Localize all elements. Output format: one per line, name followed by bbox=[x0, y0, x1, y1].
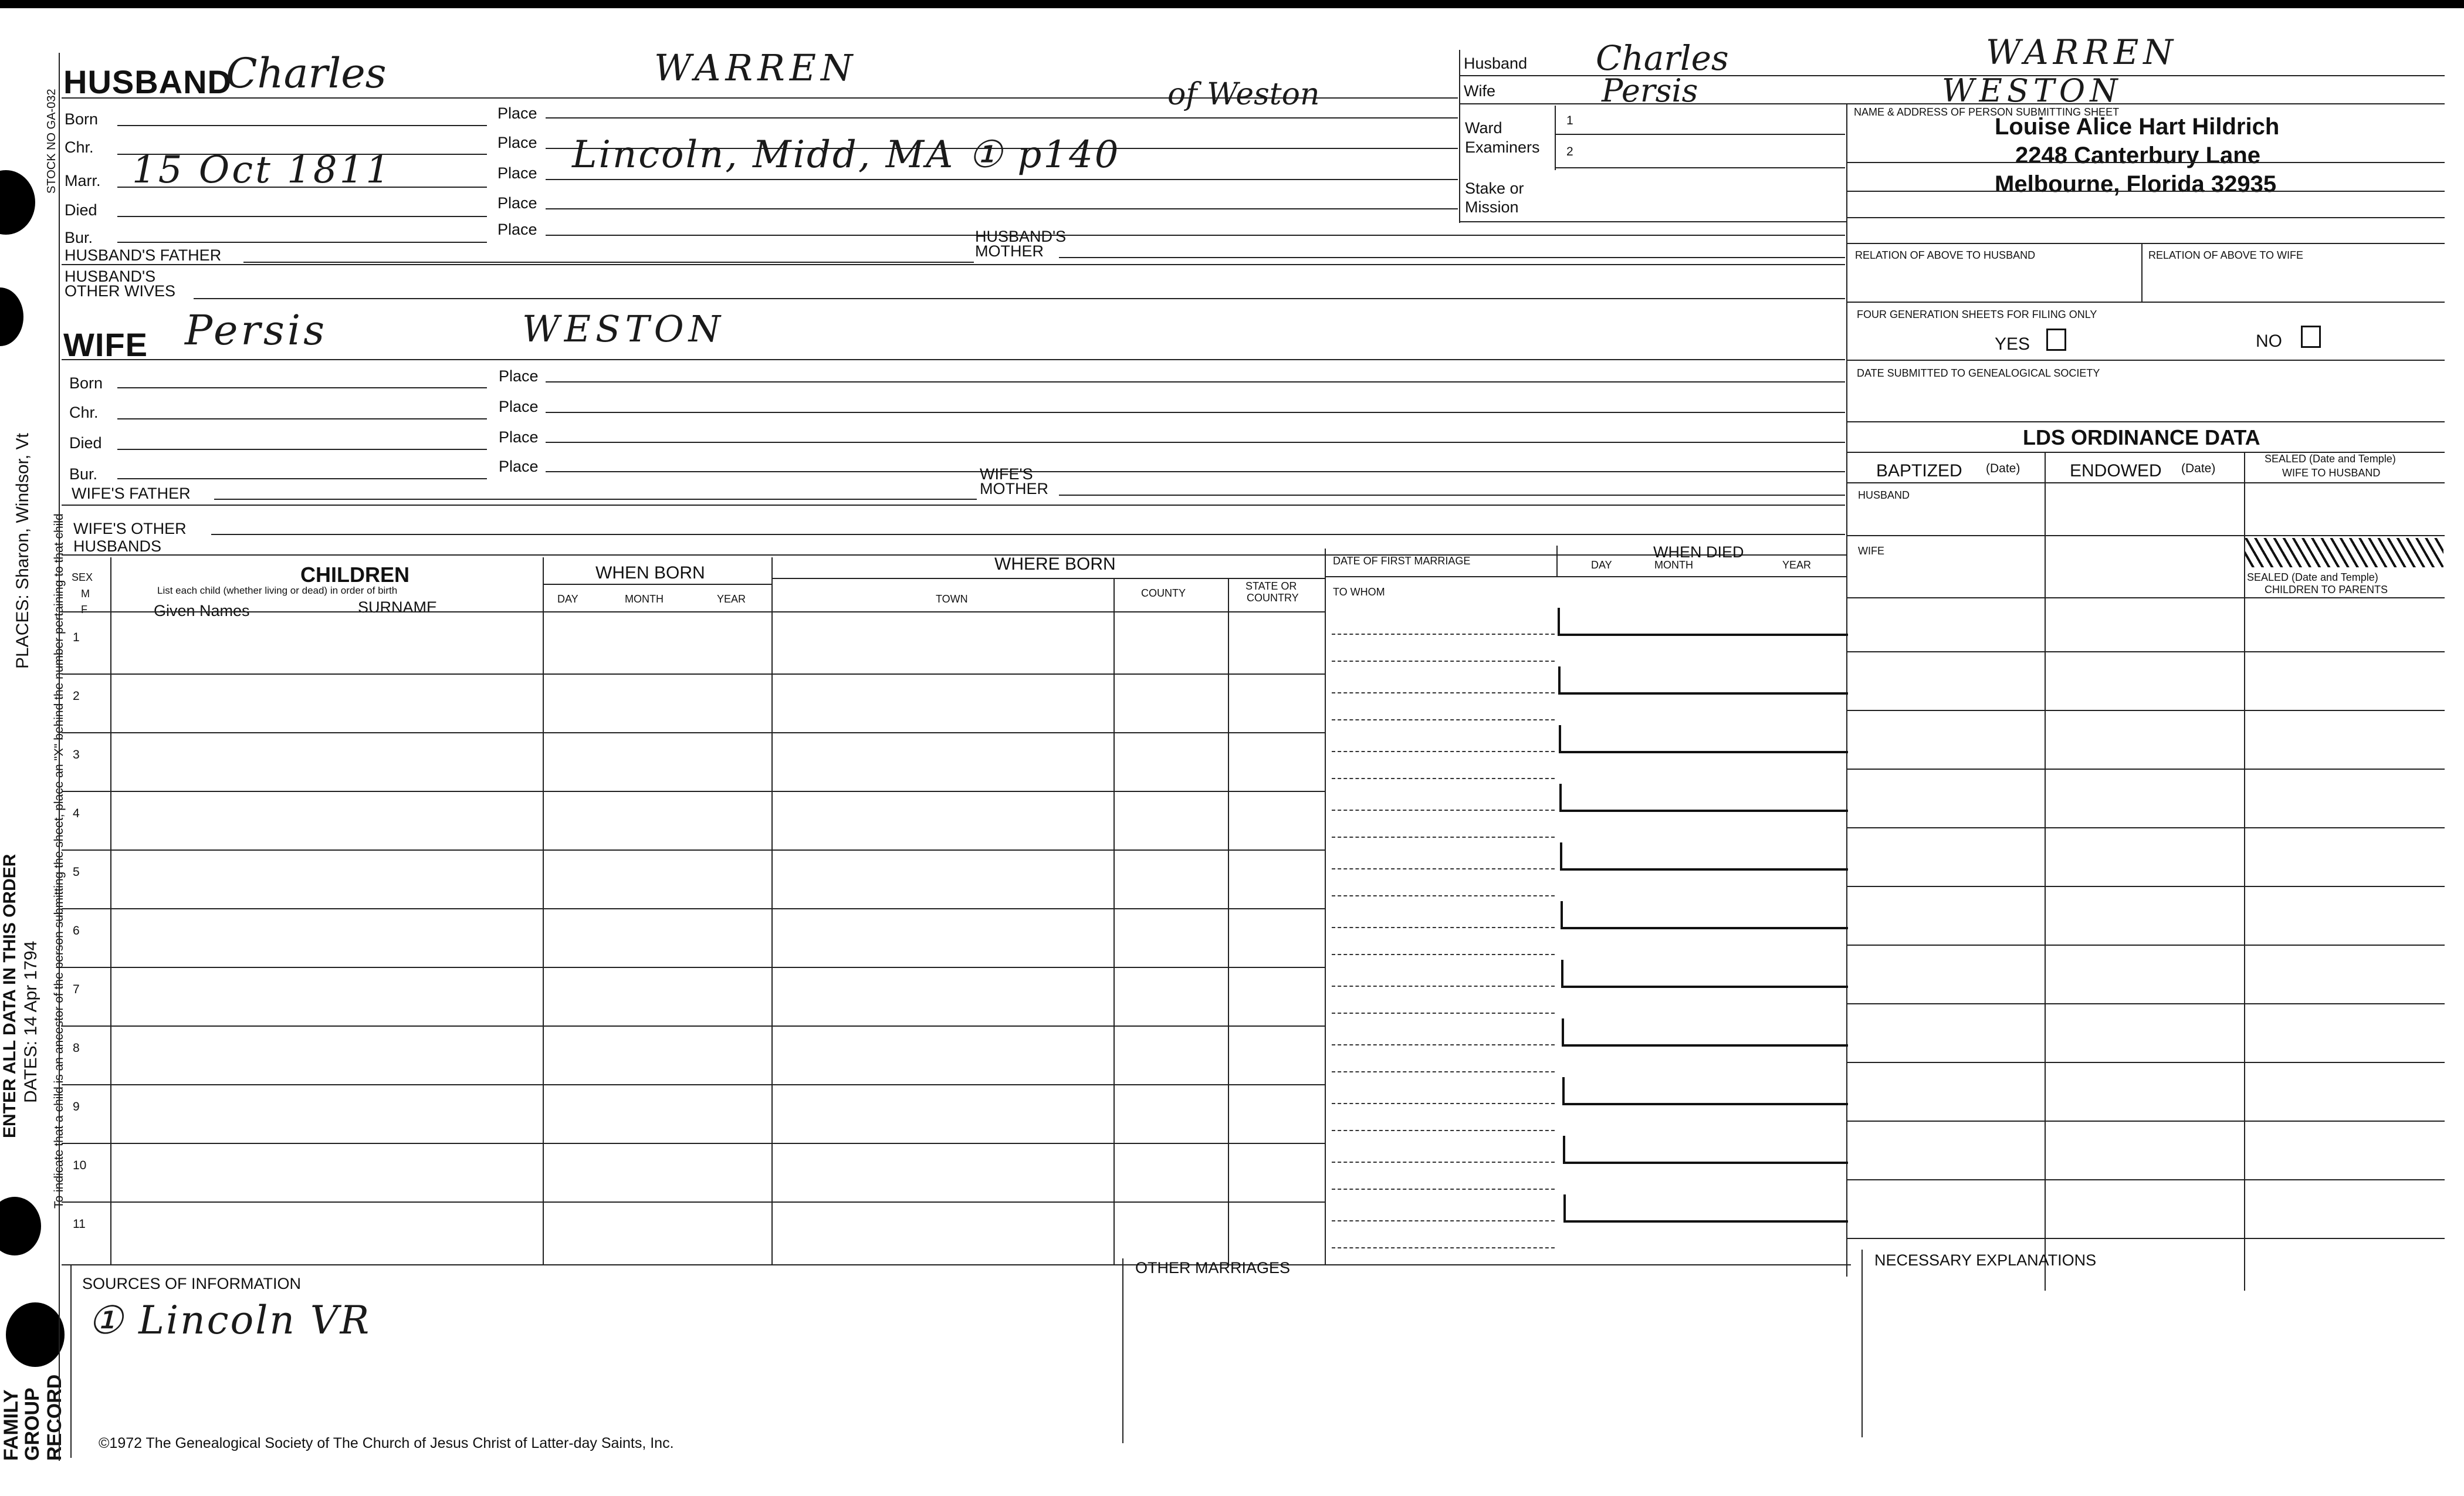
husband-chr-label: Chr. bbox=[65, 138, 94, 156]
submitter-line-2 bbox=[1846, 191, 2445, 192]
relation-bottom-line bbox=[1846, 302, 2445, 303]
husband-other-wives-2: OTHER WIVES bbox=[65, 282, 176, 300]
when-died-left bbox=[1556, 546, 1558, 576]
explanations-divider bbox=[1861, 1250, 1863, 1437]
child-row-number: 9 bbox=[73, 1100, 80, 1113]
places-note: PLACES: Sharon, Windsor, Vt bbox=[13, 433, 32, 669]
binder-hole bbox=[0, 287, 23, 346]
stock-number: STOCK NO GA-032 bbox=[45, 89, 58, 194]
child-died-line bbox=[1563, 1162, 1848, 1164]
husband-died-place-line bbox=[546, 208, 1458, 209]
husband-marr-place-line bbox=[546, 179, 1458, 180]
children-col-county bbox=[1113, 578, 1115, 1264]
child-died-box-edge bbox=[1561, 960, 1563, 987]
husband-given-name: Charles bbox=[226, 49, 387, 97]
other-marriages-divider bbox=[1122, 1258, 1123, 1443]
child-row-line bbox=[62, 732, 1325, 733]
submitter-line-3 bbox=[1846, 217, 2445, 218]
child-spouse-line bbox=[1332, 1130, 1555, 1131]
child-spouse-line bbox=[1332, 837, 1555, 838]
child-marriage-date-line bbox=[1332, 1103, 1555, 1104]
form-title-record: RECORD bbox=[43, 1374, 66, 1461]
when-born-underline bbox=[543, 584, 771, 585]
sources-label: SOURCES OF INFORMATION bbox=[82, 1275, 302, 1292]
child-spouse-line bbox=[1332, 778, 1555, 779]
children-bottom-border bbox=[62, 1264, 1851, 1265]
child-marriage-date-line bbox=[1332, 634, 1555, 635]
lds-sealed-1: SEALED (Date and Temple) bbox=[2265, 453, 2396, 465]
wife-other-husbands-2: HUSBANDS bbox=[73, 537, 162, 555]
child-row-number: 7 bbox=[73, 983, 80, 996]
wife-born-place-label: Place bbox=[499, 367, 539, 385]
child-died-box-edge bbox=[1561, 901, 1563, 928]
first-marriage-header: DATE OF FIRST MARRIAGE bbox=[1333, 555, 1471, 567]
state-header-1: STATE OR bbox=[1245, 580, 1297, 592]
binder-hole bbox=[0, 1197, 41, 1255]
child-row-number: 10 bbox=[73, 1159, 87, 1172]
children-col-where-born bbox=[771, 557, 773, 1264]
husband-chr-place-label: Place bbox=[497, 134, 537, 151]
lds-child-row-line bbox=[1846, 710, 2445, 711]
died-year-header: YEAR bbox=[1782, 559, 1812, 571]
submitter-panel-left bbox=[1846, 103, 1847, 1277]
child-died-line bbox=[1560, 868, 1848, 871]
husband-bur-date-line bbox=[117, 242, 487, 243]
enter-all-note: ENTER ALL DATA IN THIS ORDER bbox=[0, 854, 19, 1138]
wife-other-husbands-1: WIFE'S OTHER bbox=[73, 520, 187, 537]
child-died-line bbox=[1563, 1220, 1848, 1223]
lds-child-row-line bbox=[1846, 1179, 2445, 1180]
child-spouse-line bbox=[1332, 719, 1555, 720]
wife-born-date-line bbox=[117, 387, 487, 388]
submitter-line-4 bbox=[1846, 243, 2445, 244]
lds-child-row-line bbox=[1846, 1062, 2445, 1063]
lds-header-line bbox=[1846, 482, 2445, 483]
children-subtitle: List each child (whether living or dead) in order of birth bbox=[157, 585, 398, 596]
lds-child-row-line bbox=[1846, 827, 2445, 828]
child-died-line bbox=[1558, 692, 1848, 695]
husband-marr-place-label: Place bbox=[497, 164, 537, 182]
wife-chr-place-label: Place bbox=[499, 398, 539, 415]
lds-sealed-2: WIFE TO HUSBAND bbox=[2282, 467, 2381, 479]
child-marriage-date-line bbox=[1332, 1220, 1555, 1221]
relation-wife-label: RELATION OF ABOVE TO WIFE bbox=[2148, 249, 2304, 261]
child-spouse-line bbox=[1332, 661, 1555, 662]
child-spouse-line bbox=[1332, 895, 1555, 896]
surname-header: SURNAME bbox=[358, 598, 438, 616]
submitter-city: Melbourne, Florida 32935 bbox=[1995, 171, 2277, 197]
child-marriage-date-line bbox=[1332, 751, 1555, 752]
husband-died-date-line bbox=[117, 216, 487, 217]
lds-wife-line bbox=[1846, 597, 2445, 598]
year-header: YEAR bbox=[717, 593, 746, 605]
child-marriage-date-line bbox=[1332, 692, 1555, 693]
to-whom-header: TO WHOM bbox=[1333, 586, 1385, 598]
husband-section-divider bbox=[62, 264, 1845, 265]
child-died-box-edge bbox=[1562, 1077, 1565, 1104]
wife-chr-label: Chr. bbox=[69, 404, 99, 421]
stake-line bbox=[1459, 221, 1846, 222]
husband-surname: WARREN bbox=[654, 46, 858, 89]
husband-bur-place-label: Place bbox=[497, 221, 537, 238]
lds-hatched-cell bbox=[2245, 538, 2443, 567]
wife-mother-label-2: MOTHER bbox=[980, 480, 1048, 497]
husband-born-date-line bbox=[117, 125, 487, 126]
child-spouse-line bbox=[1332, 1189, 1555, 1190]
husband-mother-label-1: HUSBAND'S bbox=[975, 228, 1067, 245]
yes-checkbox[interactable] bbox=[2046, 329, 2066, 351]
child-row-line bbox=[62, 849, 1325, 851]
child-row-line bbox=[62, 1084, 1325, 1085]
child-died-line bbox=[1562, 1103, 1848, 1105]
child-spouse-line bbox=[1332, 1247, 1555, 1248]
dates-note: DATES: 14 Apr 1794 bbox=[21, 940, 40, 1103]
children-col-sex bbox=[110, 557, 111, 1264]
child-died-line bbox=[1558, 634, 1848, 636]
sources-value: ① Lincoln VR bbox=[88, 1298, 371, 1343]
child-died-box-edge bbox=[1559, 725, 1561, 752]
stake-label-1: Stake or bbox=[1465, 180, 1524, 197]
necessary-explanations-label: NECESSARY EXPLANATIONS bbox=[1874, 1251, 2097, 1269]
lds-col-divider-1 bbox=[2045, 452, 2046, 1291]
wife-mother-line bbox=[1059, 495, 1845, 496]
child-marriage-date-line bbox=[1332, 810, 1555, 811]
where-born-underline bbox=[771, 578, 1325, 579]
lds-col-divider-2 bbox=[2244, 452, 2245, 1291]
wife-chr-date-line bbox=[117, 418, 487, 419]
submitter-label: NAME & ADDRESS OF PERSON SUBMITTING SHEET bbox=[1854, 106, 2120, 118]
wife-bur-label: Bur. bbox=[69, 465, 98, 483]
wife-died-place-line bbox=[546, 442, 1845, 443]
lds-endowed-date: (Date) bbox=[2181, 462, 2216, 475]
husband-born-place-line bbox=[546, 117, 1458, 119]
child-row-number: 2 bbox=[73, 689, 80, 703]
children-col-when-born bbox=[543, 557, 544, 1264]
child-died-line bbox=[1559, 810, 1848, 812]
husband-mother-line bbox=[1059, 257, 1845, 258]
children-col-marriage bbox=[1325, 549, 1326, 1264]
form-title-group: GROUP bbox=[21, 1387, 43, 1461]
lds-child-row-line bbox=[1846, 769, 2445, 770]
wife-died-label: Died bbox=[69, 434, 102, 452]
husband-born-label: Born bbox=[65, 110, 99, 128]
other-marriages-label: OTHER MARRIAGES bbox=[1135, 1259, 1291, 1277]
form-title-family: FAMILY bbox=[0, 1389, 22, 1461]
header-wife-line bbox=[1459, 103, 2445, 104]
child-row-number: 8 bbox=[73, 1041, 80, 1055]
wife-other-husbands-line bbox=[211, 534, 1845, 535]
date-submitted-label: DATE SUBMITTED TO GENEALOGICAL SOCIETY bbox=[1857, 367, 2100, 379]
children-col-state bbox=[1228, 578, 1229, 1264]
child-died-line bbox=[1562, 1044, 1848, 1047]
child-row-number: 6 bbox=[73, 924, 80, 937]
four-gen-label: FOUR GENERATION SHEETS FOR FILING ONLY bbox=[1857, 309, 2097, 320]
wife-father-line bbox=[214, 499, 977, 500]
child-died-box-edge bbox=[1560, 842, 1562, 869]
child-marriage-date-line bbox=[1332, 986, 1555, 987]
children-title: CHILDREN bbox=[300, 563, 409, 587]
husband-born-place: of Weston bbox=[1167, 77, 1320, 112]
wife-born-label: Born bbox=[69, 374, 103, 392]
examiner-2-line bbox=[1555, 167, 1845, 168]
when-died-underline bbox=[1325, 576, 1847, 577]
header-husband-surname: WARREN bbox=[1986, 32, 2178, 72]
date-submitted-line bbox=[1846, 421, 2445, 422]
instruction-note: To indicate that a child is an ancestor of the person submitting the sheet, place an "X" behind the number pertaining to that child bbox=[52, 513, 66, 1209]
husband-marr-label: Marr. bbox=[65, 172, 101, 189]
day-header: DAY bbox=[557, 593, 578, 605]
wife-surname: WESTON bbox=[522, 307, 725, 350]
child-row-line bbox=[62, 908, 1325, 909]
husband-mother-label-2: MOTHER bbox=[975, 242, 1044, 260]
wife-bur-date-line bbox=[117, 478, 487, 479]
child-died-box-edge bbox=[1563, 1136, 1565, 1163]
wife-name-line bbox=[62, 359, 1845, 360]
husband-father-line bbox=[243, 262, 974, 263]
wife-chr-place-line bbox=[546, 412, 1845, 413]
four-gen-bottom-line bbox=[1846, 360, 2445, 361]
examiner-1-line bbox=[1555, 134, 1845, 135]
state-header-2: COUNTRY bbox=[1247, 592, 1299, 604]
child-died-box-edge bbox=[1563, 1194, 1566, 1221]
children-header-line bbox=[62, 611, 1325, 612]
header-husband-label: Husband bbox=[1464, 55, 1528, 72]
sex-header-2: M bbox=[81, 588, 90, 600]
lds-title: LDS ORDINANCE DATA bbox=[2023, 425, 2260, 449]
lds-child-row-line bbox=[1846, 1238, 2445, 1239]
child-died-box-edge bbox=[1558, 608, 1560, 635]
husband-died-label: Died bbox=[65, 201, 97, 219]
husband-other-wives-1: HUSBAND'S bbox=[65, 268, 156, 285]
wife-mother-label-1: WIFE'S bbox=[980, 465, 1033, 483]
no-label: NO bbox=[2256, 331, 2282, 351]
wife-heading: WIFE bbox=[63, 326, 148, 363]
examiner-1-number: 1 bbox=[1566, 114, 1573, 127]
died-day-header: DAY bbox=[1591, 559, 1612, 571]
wife-bur-place-line bbox=[546, 471, 1845, 472]
ward-label: Ward bbox=[1465, 119, 1502, 137]
stake-label-2: Mission bbox=[1465, 198, 1519, 216]
children-top-border bbox=[62, 554, 1846, 556]
header-wife-given: Persis bbox=[1602, 72, 1698, 109]
lds-row-husband: HUSBAND bbox=[1858, 489, 1910, 501]
husband-father-label: HUSBAND'S FATHER bbox=[65, 246, 222, 264]
when-born-header: WHEN BORN bbox=[595, 563, 705, 583]
relation-divider bbox=[2141, 243, 2143, 302]
where-born-header: WHERE BORN bbox=[994, 554, 1116, 574]
lds-child-row-line bbox=[1846, 886, 2445, 887]
child-marriage-date-line bbox=[1332, 927, 1555, 928]
examiner-divider bbox=[1555, 106, 1556, 170]
frame-left bbox=[59, 53, 60, 1461]
child-spouse-line bbox=[1332, 1013, 1555, 1014]
child-died-box-edge bbox=[1562, 1018, 1564, 1045]
lds-sealed-children-1: SEALED (Date and Temple) bbox=[2247, 571, 2378, 583]
sex-header-1: SEX bbox=[72, 571, 93, 583]
child-marriage-date-line bbox=[1332, 1044, 1555, 1045]
lds-sealed-children-2: CHILDREN TO PARENTS bbox=[2265, 584, 2388, 595]
header-husband-given: Charles bbox=[1596, 38, 1729, 78]
footer-left-border bbox=[70, 1264, 72, 1458]
lds-baptized: BAPTIZED bbox=[1876, 461, 1962, 480]
child-row-line bbox=[62, 1201, 1325, 1203]
relation-husband-label: RELATION OF ABOVE TO HUSBAND bbox=[1855, 249, 2036, 261]
child-row-number: 11 bbox=[73, 1217, 86, 1231]
husband-bur-label: Bur. bbox=[65, 229, 93, 246]
wife-section-divider bbox=[62, 505, 1845, 506]
child-spouse-line bbox=[1332, 954, 1555, 955]
wife-bur-place-label: Place bbox=[499, 458, 539, 475]
sex-header-3: F bbox=[81, 604, 87, 615]
husband-heading: HUSBAND bbox=[63, 63, 232, 100]
town-header: TOWN bbox=[936, 593, 968, 605]
child-died-line bbox=[1559, 751, 1848, 753]
child-row-number: 4 bbox=[73, 807, 80, 820]
child-died-line bbox=[1561, 927, 1848, 929]
child-marriage-date-line bbox=[1332, 868, 1555, 869]
wife-died-date-line bbox=[117, 449, 487, 450]
lds-child-row-line bbox=[1846, 1003, 2445, 1004]
child-marriage-date-line bbox=[1332, 1162, 1555, 1163]
husband-marr-date: 15 Oct 1811 bbox=[132, 148, 392, 192]
child-died-box-edge bbox=[1558, 666, 1561, 693]
wife-died-place-label: Place bbox=[499, 428, 539, 446]
lds-endowed: ENDOWED bbox=[2070, 461, 2162, 480]
submitter-name: Louise Alice Hart Hildrich bbox=[1995, 114, 2280, 140]
examiners-label: Examiners bbox=[1465, 138, 1540, 156]
husband-bur-place-line bbox=[546, 235, 1845, 236]
no-checkbox[interactable] bbox=[2301, 326, 2321, 348]
child-row-line bbox=[62, 791, 1325, 792]
child-row-number: 3 bbox=[73, 748, 80, 761]
copyright: ©1972 The Genealogical Society of The Church of Jesus Christ of Latter-day Saints, Inc. bbox=[99, 1435, 674, 1451]
header-wife-label: Wife bbox=[1464, 82, 1495, 100]
yes-label: YES bbox=[1995, 334, 2030, 354]
died-month-header: MONTH bbox=[1654, 559, 1693, 571]
child-died-line bbox=[1561, 986, 1848, 988]
lds-child-row-line bbox=[1846, 945, 2445, 946]
county-header: COUNTY bbox=[1141, 587, 1186, 599]
lds-husband-line bbox=[1846, 535, 2445, 536]
examiner-2-number: 2 bbox=[1566, 145, 1573, 158]
lds-child-row-line bbox=[1846, 1121, 2445, 1122]
header-wife-surname: WESTON bbox=[1942, 72, 2123, 109]
child-row-line bbox=[62, 673, 1325, 675]
month-header: MONTH bbox=[625, 593, 664, 605]
child-spouse-line bbox=[1332, 1071, 1555, 1072]
lds-baptized-date: (Date) bbox=[1986, 462, 2020, 475]
submitter-line-1 bbox=[1846, 162, 2445, 163]
husband-other-wives-line bbox=[194, 298, 1845, 299]
child-row-line bbox=[62, 1143, 1325, 1144]
wife-father-label: WIFE'S FATHER bbox=[72, 485, 191, 502]
wife-born-place-line bbox=[546, 381, 1845, 383]
child-row-line bbox=[62, 1025, 1325, 1027]
child-row-number: 5 bbox=[73, 865, 80, 879]
given-names-header: Given Names bbox=[154, 602, 250, 620]
wife-given-name: Persis bbox=[185, 306, 328, 354]
top-edge bbox=[0, 0, 2464, 8]
husband-born-place-label: Place bbox=[497, 104, 537, 122]
submitter-street: 2248 Canterbury Lane bbox=[2015, 143, 2260, 168]
binder-hole bbox=[0, 170, 35, 235]
child-died-box-edge bbox=[1559, 784, 1562, 811]
child-row-line bbox=[62, 967, 1325, 968]
lds-row-wife: WIFE bbox=[1858, 545, 1884, 557]
lds-child-row-line bbox=[1846, 651, 2445, 652]
child-row-number: 1 bbox=[73, 631, 80, 644]
when-died-header: WHEN DIED bbox=[1653, 543, 1744, 561]
binder-hole bbox=[6, 1302, 65, 1367]
husband-marr-place: Lincoln, Midd, MA ① p140 bbox=[572, 133, 1121, 177]
husband-died-place-label: Place bbox=[497, 194, 537, 212]
